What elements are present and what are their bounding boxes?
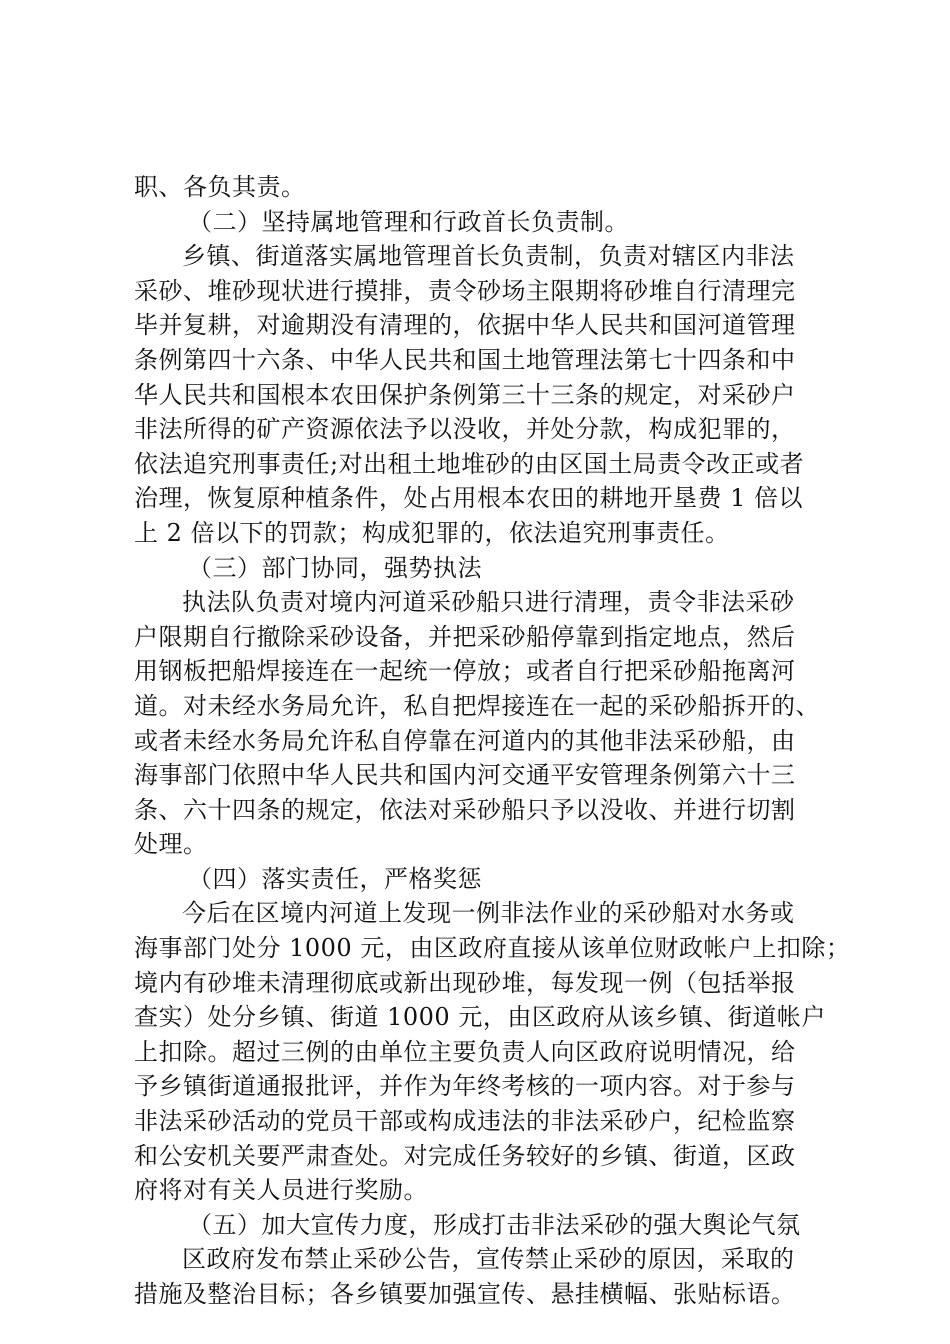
text-line: 处理。 <box>134 830 208 859</box>
text-line: 采砂、堆砂现状进行摸排，责令砂场主限期将砂堆自行清理完 <box>134 276 796 305</box>
section-heading: （三）部门协同，强势执法 <box>188 553 482 582</box>
text-line: 条例第四十六条、中华人民共和国土地管理法第七十四条和中 <box>134 345 796 374</box>
text-line: 非法采砂活动的党员干部或构成违法的非法采砂户，纪检监察 <box>134 1107 796 1136</box>
text-line: 查实）处分乡镇、街道 1000 元，由区政府从该乡镇、街道帐户 <box>134 1003 826 1032</box>
text-line: 措施及整治目标；各乡镇要加强宣传、悬挂横幅、张贴标语。 <box>134 1280 796 1308</box>
text-line: 用钢板把船焊接连在一起统一停放；或者自行把采砂船拖离河 <box>134 657 796 686</box>
text-line: 华人民共和国根本农田保护条例第三十三条的规定，对采砂户 <box>134 380 796 409</box>
text-line: 非法所得的矿产资源依法予以没收，并处分款，构成犯罪的， <box>134 415 796 444</box>
section-heading: （五）加大宣传力度，形成打击非法采砂的强大舆论气氛 <box>188 1210 801 1239</box>
text-line: 府将对有关人员进行奖励。 <box>134 1176 428 1205</box>
text-line: 或者未经水务局允许私自停靠在河道内的其他非法采砂船，由 <box>134 726 796 755</box>
text-line: 治理，恢复原种植条件，处占用根本农田的耕地开垦费 1 倍以 <box>134 484 804 513</box>
text-line: 执法队负责对境内河道采砂船只进行清理，责令非法采砂 <box>182 588 795 617</box>
text-line: 今后在区境内河道上发现一例非法作业的采砂船对水务或 <box>182 899 795 928</box>
section-heading: （四）落实责任，严格奖惩 <box>188 864 482 893</box>
text-line: 依法追究刑事责任;对出租土地堆砂的由区国土局责令改正或者 <box>134 449 805 478</box>
document-body <box>134 170 851 1312</box>
text-line: 道。对未经水务局允许，私自把焊接连在一起的采砂船拆开的、 <box>134 691 820 720</box>
text-line: 境内有砂堆未清理彻底或新出现砂堆，每发现一例（包括举报 <box>134 968 796 997</box>
text-line: 上扣除。超过三例的由单位主要负责人向区政府说明情况，给 <box>134 1037 796 1066</box>
text-line: 乡镇、街道落实属地管理首长负责制，负责对辖区内非法 <box>182 242 795 271</box>
text-line: 职、各负其责。 <box>134 173 306 201</box>
text-line: 予乡镇街道通报批评，并作为年终考核的一项内容。对于参与 <box>134 1072 796 1101</box>
text-line: 毕并复耕，对逾期没有清理的，依据中华人民共和国河道管理 <box>134 311 796 340</box>
text-line: 上 2 倍以下的罚款；构成犯罪的，依法追究刑事责任。 <box>134 518 730 547</box>
text-line: 海事部门依照中华人民共和国内河交通平安管理条例第六十三 <box>134 761 796 790</box>
text-line: 条、六十四条的规定，依法对采砂船只予以没收、并进行切割 <box>134 795 796 824</box>
text-line: 区政府发布禁止采砂公告，宣传禁止采砂的原因，采取的 <box>182 1245 795 1274</box>
text-line: 海事部门处分 1000 元，由区政府直接从该单位财政帐户上扣除； <box>134 934 851 963</box>
section-heading: （二）坚持属地管理和行政首长负责制。 <box>188 207 629 236</box>
text-line: 和公安机关要严肃查处。对完成任务较好的乡镇、街道，区政 <box>134 1141 796 1170</box>
text-line: 户限期自行撤除采砂设备，并把采砂船停靠到指定地点，然后 <box>134 622 796 651</box>
